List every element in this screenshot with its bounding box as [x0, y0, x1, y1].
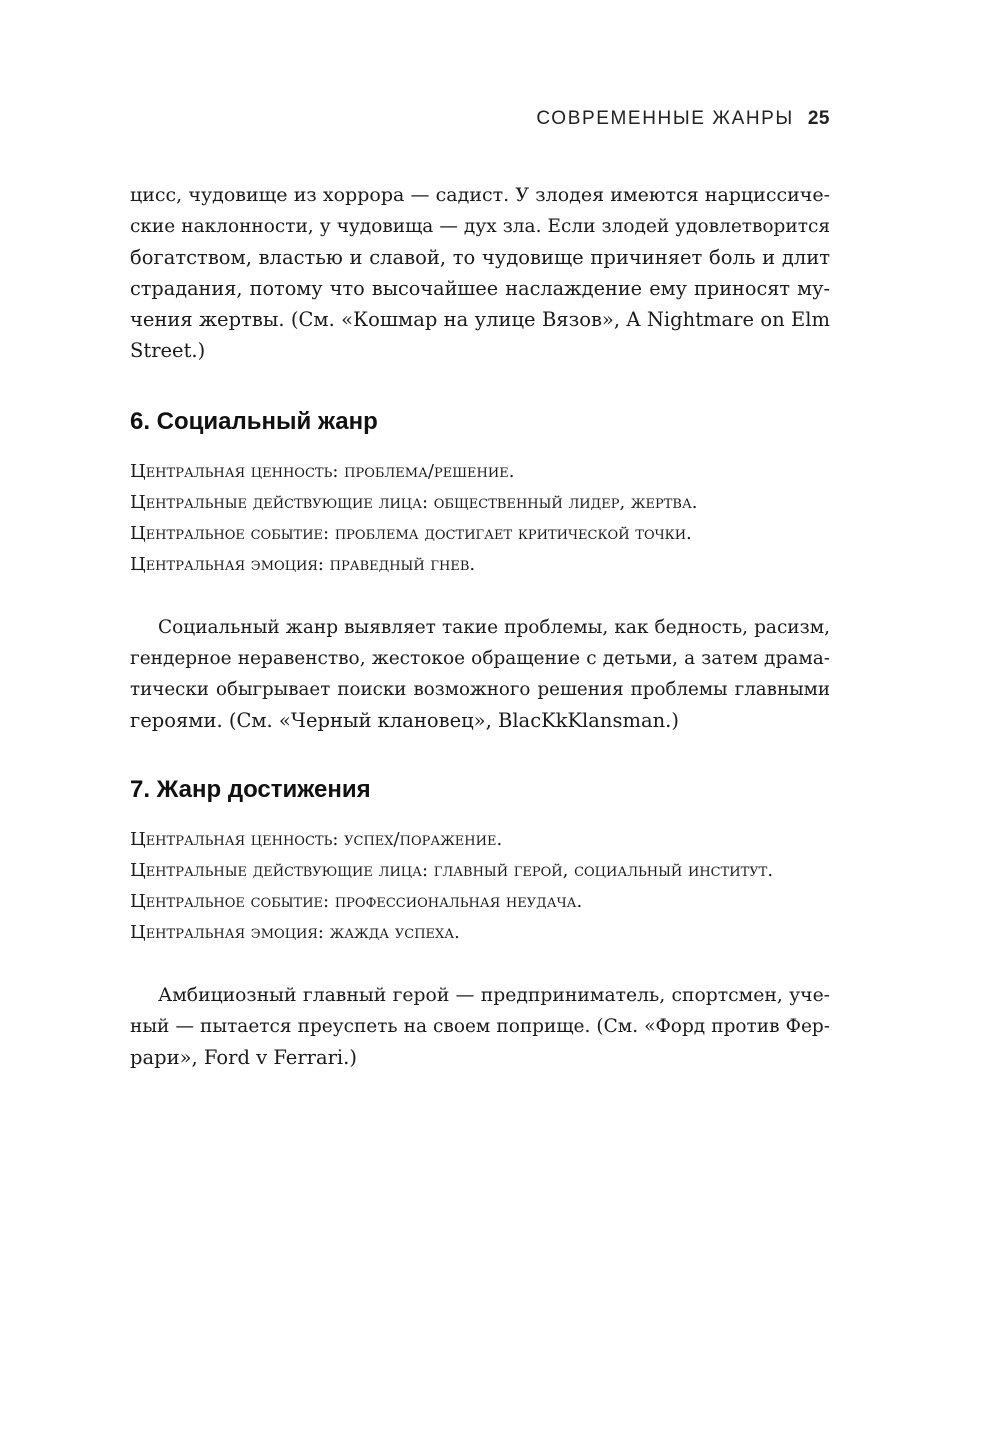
- spec-line: Центральные действующие лица: общественный лидер, жертва.: [130, 492, 698, 513]
- page-number: 25: [807, 108, 830, 129]
- spec-line: Центральное событие: профессиональная неудача.: [130, 891, 583, 912]
- spec-line: Центральное событие: проблема достигает критической точки.: [130, 523, 692, 544]
- spec-line: Центральная ценность: успех/поражение.: [130, 829, 503, 850]
- text-line: богатством, властью и славой, то чудовище причиняет боль и длит: [130, 246, 830, 269]
- text-line: страдания, потому что высочайшее наслаждение ему приносят му-: [130, 277, 830, 300]
- spec-line: Центральная эмоция: жажда успеха.: [130, 922, 460, 943]
- section-heading-achievement: 7. Жанр достижения: [130, 776, 371, 803]
- text-line: рари», Ford v Ferrari.): [130, 1046, 357, 1069]
- running-title: СОВРЕМЕННЫЕ ЖАНРЫ: [536, 108, 794, 129]
- section-specs-social: [130, 456, 830, 580]
- intro-paragraph: [130, 180, 830, 366]
- text-line: героями. (См. «Черный клановец», BlacKkKlansman.): [130, 709, 679, 732]
- spec-line: Центральная эмоция: праведный гнев.: [130, 554, 476, 575]
- text-line: Амбициозный главный герой — предприниматель, спортсмен, уче-: [158, 985, 830, 1006]
- text-line: чения жертвы. (См. «Кошмар на улице Вязов», A Nightmare on Elm: [130, 308, 830, 331]
- section-paragraph-social: [130, 612, 830, 736]
- text-line: Street.): [130, 339, 206, 362]
- text-line: Социальный жанр выявляет такие проблемы, как бедность, расизм,: [158, 617, 830, 638]
- text-line: тически обыгрывает поиски возможного решения проблемы главными: [130, 679, 830, 700]
- section-heading-social: 6. Социальный жанр: [130, 408, 378, 435]
- section-paragraph-achievement: [130, 980, 830, 1073]
- section-specs-achievement: [130, 824, 830, 948]
- text-line: цисс, чудовище из хоррора — садист. У злодея имеются нарциссиче-: [130, 184, 830, 206]
- spec-line: Центральная ценность: проблема/решение.: [130, 461, 515, 482]
- text-line: гендерное неравенство, жестокое обращение с детьми, а затем драма-: [130, 648, 830, 669]
- text-line: ный — пытается преуспеть на своем поприще. (См. «Форд против Фер-: [130, 1016, 830, 1037]
- text-line: ские наклонности, у чудовища — дух зла. Если злодей удовлетворится: [130, 216, 830, 237]
- spec-line: Центральные действующие лица: главный герой, социальный институт.: [130, 860, 774, 881]
- running-header: [536, 108, 830, 130]
